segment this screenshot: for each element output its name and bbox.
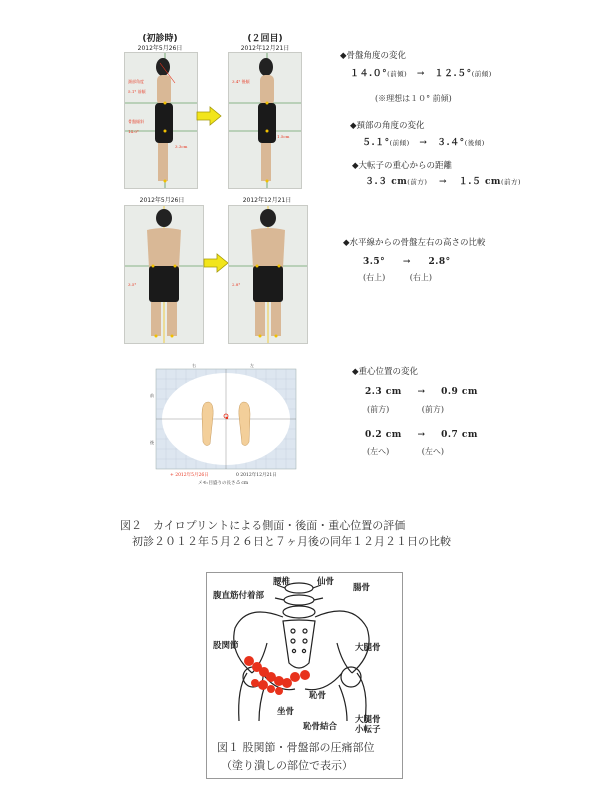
arrow-icon (196, 106, 222, 126)
cog-row2: 0.2 cm → 0.7 cm (365, 430, 478, 440)
back-date-initial: 2012年5月26日 (139, 197, 185, 204)
label-hip-joint: 股関節 (213, 641, 239, 651)
side-photo-initial (124, 52, 198, 189)
svg-text:頚部角度: 頚部角度 (128, 79, 144, 84)
figure1-caption-line1: 図１ 股関節・骨盤部の圧痛部位 (217, 741, 375, 754)
label-femur: 大腿骨 (355, 643, 381, 653)
height-compare-notes: (右上) (右上) (363, 273, 433, 282)
memo: メモ:目盛りの長さ:5 cm (198, 481, 249, 486)
height-compare-values: 3.5° → 2.8° (363, 257, 451, 267)
col-header-initial: (初診時) (142, 34, 178, 44)
measure-values-pelvis: １４.０°(前傾) → １２.５°(前傾) (350, 69, 492, 79)
label-trochanter-2: 小転子 (355, 725, 381, 735)
label-coccyx: 恥骨 (309, 691, 327, 701)
svg-text:14.0°: 14.0° (128, 129, 139, 134)
svg-text:骨盤傾斜: 骨盤傾斜 (128, 119, 144, 124)
svg-text:1.5cm: 1.5cm (277, 134, 290, 139)
cog-row1: 2.3 cm → 0.9 cm (365, 387, 478, 397)
top-mark-left: 左 (250, 363, 254, 368)
measure-title-trochanter: ◆大転子の重心からの距離 (352, 161, 453, 171)
back-photo-second (228, 205, 308, 344)
figure2-caption-line1: 図２ カイロプリントによる側面・後面・重心位置の評価 (120, 519, 406, 532)
side-date-initial: 2012年5月26日 (137, 45, 183, 52)
cog-title: ◆重心位置の変化 (352, 367, 419, 377)
measure-title-neck: ◆頚部の角度の変化 (350, 121, 425, 131)
cog-row1-notes: (前方) (前方) (367, 405, 445, 414)
cog-row2-notes: (左へ) (左へ) (367, 447, 445, 456)
measure-title-pelvis: ◆骨盤角度の変化 (340, 51, 407, 61)
figure1-caption-line2: （塗り潰しの部位で表示） (221, 759, 353, 772)
svg-text:3.4° 後傾: 3.4° 後傾 (232, 79, 250, 84)
label-lumbar: 腰椎 (273, 577, 291, 587)
measure-values-trochanter: ３.３ cm(前方) → １.５ cm(前方) (365, 177, 522, 187)
pelvis-figure (206, 572, 403, 779)
ideal-note: (※理想は１０° 前傾) (375, 94, 452, 103)
label-sacrum: 仙骨 (317, 577, 335, 587)
label-pubic-symphysis: 恥骨結合 (303, 722, 338, 732)
arrow-icon (203, 253, 229, 273)
label-trochanter-1: 大腿骨 (355, 715, 381, 725)
side-mark-front: 前 (150, 393, 154, 398)
back-photo-initial (124, 205, 204, 344)
svg-text:3.5°: 3.5° (128, 282, 137, 287)
figure2-caption-line2: 初診２０１２年５月２６日と７ヶ月後の同年１２月２１日の比較 (132, 535, 451, 548)
col-header-second: (２回目) (247, 34, 283, 44)
footprint-chart (150, 362, 300, 487)
legend-initial: + 2012年5月26日 (170, 473, 209, 478)
label-ilium: 腸骨 (353, 583, 371, 593)
side-mark-back: 後 (150, 440, 154, 445)
svg-text:5.1° 前傾: 5.1° 前傾 (128, 89, 146, 94)
side-date-second: 2012年12月21日 (240, 45, 290, 52)
label-pubic-bone: 坐骨 (277, 707, 295, 717)
measure-values-neck: ５.１°(前傾) → ３.４°(後傾) (362, 138, 485, 148)
legend-second: 0 2012年12月21日 (236, 473, 277, 478)
svg-text:2.8°: 2.8° (232, 282, 241, 287)
svg-text:3.3cm: 3.3cm (175, 144, 188, 149)
height-compare-title: ◆水平線からの骨盤左右の高さの比較 (343, 238, 486, 248)
label-rectus: 腹直筋付着部 (213, 591, 265, 601)
side-photo-second (228, 52, 302, 189)
back-date-second: 2012年12月21日 (242, 197, 292, 204)
top-mark-right: 右 (192, 363, 196, 368)
